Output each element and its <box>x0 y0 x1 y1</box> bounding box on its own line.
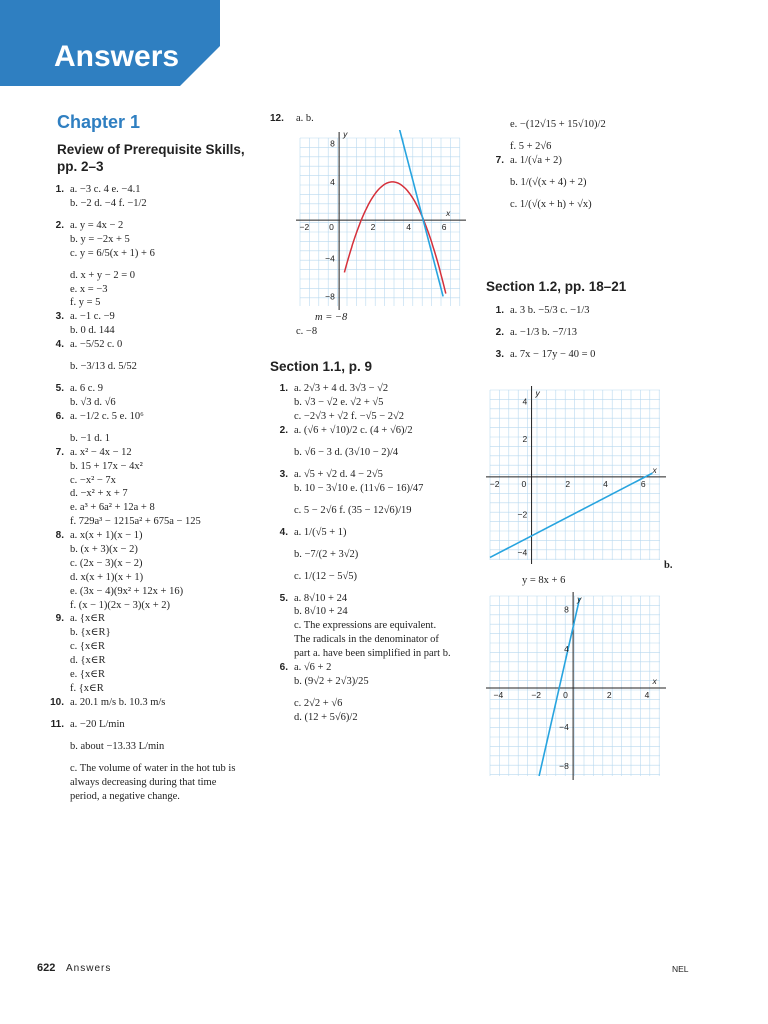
answer-text: f. {x∈R <box>70 682 104 694</box>
answer-text: a. −1/3 b. −7/13 <box>510 327 577 338</box>
y-tick-label: 4 <box>564 643 569 654</box>
answer-number: 1. <box>495 305 504 316</box>
answer-row <box>268 675 483 697</box>
x-axis-label: x <box>446 208 451 219</box>
answer-row <box>44 269 254 283</box>
answer-row <box>44 183 254 197</box>
answer-row <box>268 548 483 570</box>
answer-row <box>268 396 483 410</box>
answer-row <box>268 504 483 526</box>
y-axis-label: y <box>343 130 348 139</box>
answer-row <box>484 326 664 348</box>
column-section-1-2-answers <box>484 304 664 362</box>
y-tick-label: 2 <box>522 434 528 445</box>
answer-text: a. −20 L/min <box>70 718 125 730</box>
answer-text: a. 1/(√5 + 1) <box>294 526 347 538</box>
answer-row <box>44 640 254 654</box>
x-tick-label: 2 <box>370 222 376 233</box>
answer-text: b. −7/(2 + 3√2) <box>294 548 359 560</box>
answer-row <box>44 718 254 740</box>
answer-row <box>44 247 254 269</box>
answer-text: c. The expressions are equivalent. <box>294 620 437 632</box>
answer-text: a. √5 + √2 d. 4 − 2√5 <box>294 468 383 480</box>
answer-row <box>44 612 254 626</box>
answer-text: a. −5/52 c. 0 <box>70 339 123 351</box>
answer-12c: c. −8 <box>296 326 318 337</box>
answer-text: d. −x² + x + 7 <box>70 488 128 500</box>
answer-row <box>44 338 254 360</box>
answer-text: a. √6 + 2 <box>294 662 332 674</box>
answer-number: 4. <box>55 339 64 351</box>
answer-row <box>484 140 664 154</box>
answer-row <box>268 482 483 504</box>
question-12-parts: a. b. <box>296 113 314 124</box>
origin-label: 0 <box>563 689 568 700</box>
y-axis-label: y <box>535 388 540 398</box>
answer-row <box>44 557 254 571</box>
answer-row <box>44 626 254 640</box>
answer-number: 7. <box>55 446 64 458</box>
chapter-title: Chapter 1 <box>57 112 141 132</box>
graph-parabola <box>288 130 468 310</box>
answer-text: b. 10 − 3√10 e. (11√6 − 16)/47 <box>294 482 424 494</box>
answer-row <box>44 599 254 613</box>
answer-number: 10. <box>50 696 64 708</box>
slope-value: m = −8 <box>315 312 348 323</box>
answer-text: a. 3 b. −5/3 c. −1/3 <box>510 305 590 316</box>
x-tick-label: 6 <box>640 478 646 489</box>
answer-number: 6. <box>279 662 288 674</box>
answer-text: d. {x∈R <box>70 655 106 667</box>
answer-text: f. (x − 1)(2x − 3)(x + 2) <box>70 599 170 611</box>
answer-text: e. a³ + 6a² + 12a + 8 <box>70 502 155 514</box>
answer-text: d. (12 + 5√6)/2 <box>294 711 358 723</box>
answer-number: 8. <box>55 530 64 542</box>
x-tick-label: −4 <box>493 689 504 700</box>
answer-number: 6. <box>55 410 64 422</box>
answer-row <box>44 396 254 410</box>
answer-number: 7. <box>495 154 504 166</box>
graph-line-y-8x-6 <box>486 592 666 782</box>
answer-row <box>44 571 254 585</box>
footer-nel: NEL <box>672 964 689 974</box>
answer-text: c. y = 6/5(x + 1) + 6 <box>70 247 155 259</box>
section-1-2-title: Section 1.2, pp. 18–21 <box>486 279 627 294</box>
answer-text: c. 1/(√(x + h) + √x) <box>510 198 592 210</box>
answer-row <box>44 762 254 776</box>
answer-number: 3. <box>495 349 504 360</box>
answer-row <box>484 118 664 140</box>
answer-text: c. {x∈R <box>70 641 105 653</box>
answer-row <box>268 619 483 633</box>
answer-text: f. 5 + 2√6 <box>510 141 552 152</box>
y-tick-label: −8 <box>325 291 335 302</box>
line-y-8x-6 <box>539 598 580 776</box>
y-tick-label: −4 <box>517 547 528 558</box>
answer-text: e. x = −3 <box>70 283 108 295</box>
answer-text: b. −2 d. −4 f. −1/2 <box>70 197 147 209</box>
answer-text: e. (3x − 4)(9x² + 12x + 16) <box>70 585 184 597</box>
answer-row <box>268 661 483 675</box>
answer-number: 5. <box>55 383 64 395</box>
answer-row <box>268 647 483 661</box>
answer-text: b. 0 d. 144 <box>70 325 115 337</box>
answer-number: 1. <box>279 383 288 394</box>
answer-row <box>44 474 254 488</box>
answer-number: 1. <box>55 184 64 195</box>
answer-text: a. 6 c. 9 <box>70 383 103 395</box>
answer-number: 2. <box>279 424 288 436</box>
answer-row <box>44 696 254 718</box>
answer-row <box>268 424 483 446</box>
answer-text: a. 7x − 17y − 40 = 0 <box>510 349 596 360</box>
answer-text: b. √3 − √2 e. √2 + √5 <box>294 396 384 408</box>
answer-row <box>44 382 254 396</box>
answer-text: b. (x + 3)(x − 2) <box>70 544 138 556</box>
answer-text: b. (9√2 + 2√3)/25 <box>294 675 369 687</box>
answer-row <box>44 360 254 382</box>
x-tick-label: −2 <box>489 478 500 489</box>
answer-row <box>268 605 483 619</box>
y-tick-label: 8 <box>564 604 569 615</box>
answer-row <box>268 468 483 482</box>
answer-row <box>484 154 664 176</box>
answer-row <box>44 543 254 557</box>
answer-text: b. 1/(√(x + 4) + 2) <box>510 176 587 188</box>
answer-row <box>44 682 254 696</box>
answer-row <box>44 790 254 804</box>
answer-3b-label: b. <box>664 560 673 571</box>
answer-row <box>268 592 483 606</box>
answer-number: 5. <box>279 592 288 604</box>
answer-text: a. y = 4x − 2 <box>70 219 124 231</box>
x-tick-label: 6 <box>441 222 447 233</box>
y-tick-label: −8 <box>559 761 569 772</box>
x-tick-label: 4 <box>406 222 411 233</box>
answer-row <box>44 654 254 668</box>
answer-text: a. (√6 + √10)/2 c. (4 + √6)/2 <box>294 424 413 436</box>
x-tick-label: 4 <box>603 478 608 489</box>
answer-text: c. 5 − 2√6 f. (35 − 12√6)/19 <box>294 504 412 516</box>
answer-text: a. {x∈R <box>70 613 105 625</box>
answer-text: e. −(12√15 + 15√10)/2 <box>510 119 606 130</box>
answer-text: a. −1/2 c. 5 e. 10⁶ <box>70 410 144 422</box>
answer-text: b. √6 − 3 d. (3√10 − 2)/4 <box>294 446 399 458</box>
answer-row <box>44 515 254 529</box>
answer-row <box>44 296 254 310</box>
answer-text: always decreasing during that time <box>70 776 217 788</box>
answer-text: b. √3 d. √6 <box>70 397 116 409</box>
y-tick-label: −2 <box>517 509 528 520</box>
answer-text: c. (2x − 3)(x − 2) <box>70 557 143 569</box>
y-tick-label: 4 <box>330 176 335 187</box>
parabola-curve <box>344 182 445 294</box>
answer-row <box>44 233 254 247</box>
x-tick-label: −2 <box>299 222 310 233</box>
answer-row <box>44 283 254 297</box>
y-tick-label: −4 <box>325 253 335 264</box>
answer-row <box>44 410 254 432</box>
answer-number: 3. <box>55 311 64 323</box>
answer-number: 3. <box>279 468 288 480</box>
answer-text: c. 2√2 + √6 <box>294 697 343 709</box>
answer-row <box>44 432 254 446</box>
answer-text: The radicals in the denominator of <box>294 634 439 646</box>
answer-text: b. −1 d. 1 <box>70 432 111 444</box>
y-axis-label: y <box>577 594 582 604</box>
answer-text: c. −2√3 + √2 f. −√5 − 2√2 <box>294 410 405 422</box>
answer-text: period, a negative change. <box>70 790 180 802</box>
answer-text: b. about −13.33 L/min <box>70 740 165 752</box>
answer-number: 9. <box>55 613 64 625</box>
x-tick-label: −2 <box>531 689 542 700</box>
x-tick-label: 2 <box>606 689 612 700</box>
answer-row <box>268 382 483 396</box>
x-axis-label: x <box>652 464 657 475</box>
answer-row <box>484 176 664 198</box>
answer-text: b. {x∈R} <box>70 627 111 639</box>
question-12: 12. <box>270 113 284 124</box>
section-prereq-title: Review of Prerequisite Skills, pp. 2–3 <box>57 142 245 174</box>
column-section-1-1-answers <box>268 382 483 733</box>
answer-row <box>44 324 254 338</box>
answer-row <box>44 310 254 324</box>
answer-row <box>44 585 254 599</box>
answer-row <box>44 446 254 460</box>
answer-row <box>268 446 483 468</box>
x-tick-label: 4 <box>644 689 650 700</box>
answer-text: b. −3/13 d. 5/52 <box>70 361 137 373</box>
answer-text: a. 20.1 m/s b. 10.3 m/s <box>70 696 166 708</box>
answer-row <box>44 197 254 219</box>
footer-label: Answers <box>66 963 112 974</box>
answer-row <box>44 668 254 682</box>
line-7x-17y <box>490 473 652 557</box>
answer-text: a. 2√3 + 4 d. 3√3 − √2 <box>294 383 389 394</box>
answer-row <box>484 348 664 362</box>
answer-text: a. −3 c. 4 e. −4.1 <box>70 184 141 195</box>
graph-line-7x-17y <box>486 386 666 566</box>
answer-text: d. x + y − 2 = 0 <box>70 269 136 281</box>
answer-row <box>44 776 254 790</box>
answer-row <box>44 529 254 543</box>
x-axis-label: x <box>652 675 657 686</box>
answer-row <box>44 487 254 501</box>
answer-text: c. 1/(12 − 5√5) <box>294 570 358 582</box>
answer-text: d. x(x + 1)(x + 1) <box>70 571 144 583</box>
answer-text: a. −1 c. −9 <box>70 311 115 323</box>
answer-number: 2. <box>55 219 64 231</box>
y-tick-label: 8 <box>330 138 335 149</box>
answer-text: c. −x² − 7x <box>70 474 116 486</box>
answer-text: a. x(x + 1)(x − 1) <box>70 530 143 542</box>
x-tick-label: 2 <box>565 478 571 489</box>
origin-label: 0 <box>329 222 334 233</box>
answer-row <box>44 460 254 474</box>
answer-text: a. 8√10 + 24 <box>294 592 348 604</box>
page-number: 622 <box>37 962 56 974</box>
answer-row <box>268 697 483 711</box>
answer-text: f. 729a³ − 1215a² + 675a − 125 <box>70 516 201 528</box>
y-tick-label: 4 <box>522 396 528 407</box>
column-prereq-answers <box>44 183 254 804</box>
answer-text: a. 1/(√a + 2) <box>510 154 562 166</box>
answer-text: f. y = 5 <box>70 297 101 309</box>
answer-number: 2. <box>495 327 504 338</box>
answer-text: a. x² − 4x − 12 <box>70 446 132 458</box>
answer-row <box>44 740 254 762</box>
answer-number: 4. <box>279 526 288 538</box>
answer-row <box>44 501 254 515</box>
answer-number: 11. <box>50 718 64 730</box>
answer-text: part a. have been simplified in part b. <box>294 648 451 660</box>
answer-text: b. 15 + 17x − 4x² <box>70 460 143 472</box>
answer-row <box>44 219 254 233</box>
answer-row <box>484 304 664 326</box>
section-1-1-title: Section 1.1, p. 9 <box>270 359 373 374</box>
answer-row <box>268 570 483 592</box>
y-tick-label: −4 <box>559 722 569 733</box>
answer-row <box>268 633 483 647</box>
page-title: Answers <box>54 40 180 73</box>
answer-text: b. 8√10 + 24 <box>294 606 348 618</box>
answer-row <box>268 410 483 424</box>
origin-label: 0 <box>521 478 527 489</box>
answer-row <box>484 198 664 220</box>
answer-3b-equation: y = 8x + 6 <box>522 575 566 586</box>
column-section-1-1-continued <box>484 118 664 220</box>
answer-row <box>268 526 483 548</box>
answer-row <box>268 711 483 733</box>
answer-text: c. The volume of water in the hot tub is <box>70 762 236 774</box>
answer-text: e. {x∈R <box>70 669 105 681</box>
answer-text: b. y = −2x + 5 <box>70 233 130 245</box>
